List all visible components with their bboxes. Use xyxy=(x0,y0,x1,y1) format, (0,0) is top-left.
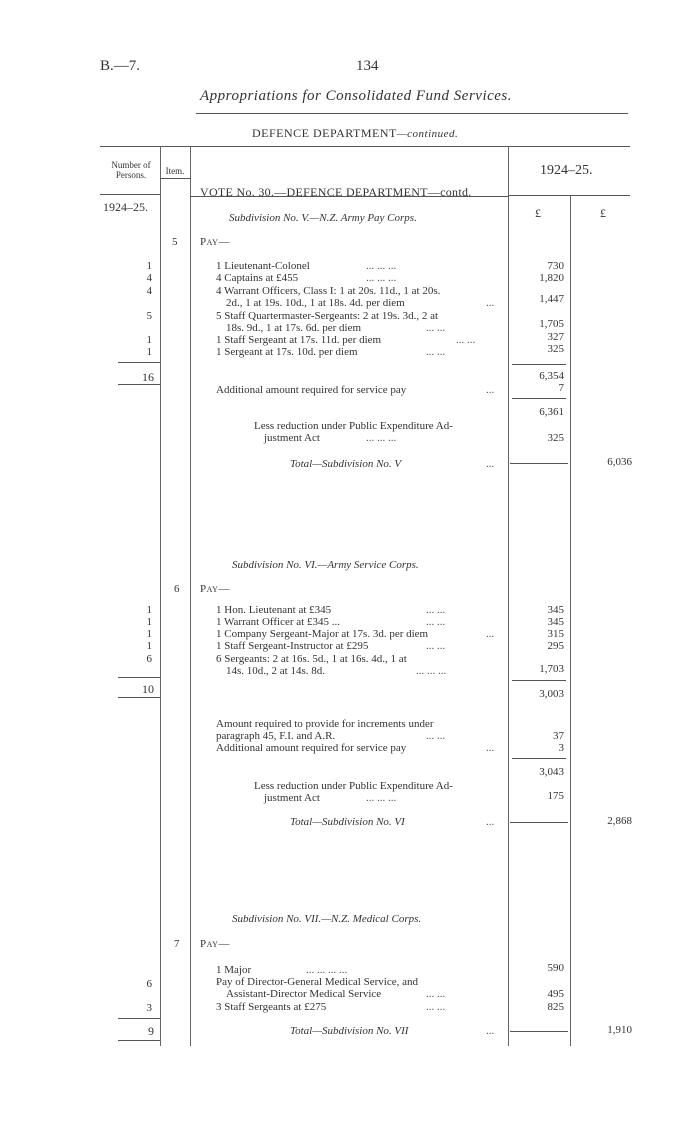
subdivision-7-total: 1,910 xyxy=(607,1024,632,1036)
persons-total-rule xyxy=(118,1018,160,1019)
subdivision-6-additional: Additional amount required for service pay xyxy=(216,742,407,754)
subdivision-5-title: Subdivision No. V.—N.Z. Army Pay Corps. xyxy=(229,212,417,224)
subdivision-5-less-line-2: justment Act xyxy=(264,432,320,444)
row-amount: 315 xyxy=(547,628,564,640)
row-description: 4 Captains at £455 xyxy=(216,272,299,284)
subdivision-6-subtotal-2: 3,043 xyxy=(539,766,564,778)
row-description: 6 Sergeants: 2 at 16s. 5d., 1 at 16s. 4d., 1 at xyxy=(216,653,407,665)
item-column-header: Item. xyxy=(165,166,185,176)
subtotal-rule xyxy=(512,364,566,365)
persons-total-rule xyxy=(118,362,160,363)
persons-value: 4 xyxy=(146,272,152,284)
row-leaders: ... ... xyxy=(426,346,446,358)
page-number: 134 xyxy=(356,58,379,74)
subdivision-6-item: 6 xyxy=(174,583,180,595)
subdivision-7-pay-label: Pay— xyxy=(200,938,230,950)
row-amount: 327 xyxy=(547,331,564,343)
amount-column-border xyxy=(508,146,509,1046)
row-leaders: ... ... xyxy=(426,616,446,628)
subdivision-6-subtotal: 3,003 xyxy=(539,688,564,700)
subdivision-6-pay-label: Pay— xyxy=(200,583,230,595)
item-header-rule xyxy=(160,178,190,179)
row-amount: 495 xyxy=(547,988,564,1000)
row-amount: 345 xyxy=(547,604,564,616)
subdivision-5-additional: Additional amount required for service pay xyxy=(216,384,407,396)
subdivision-5-total: 6,036 xyxy=(607,456,632,468)
row-description: 1 Lieutenant-Colonel xyxy=(216,260,310,272)
persons-year-header: 1924–25. xyxy=(103,200,148,214)
subdivision-5-pay-label: Pay— xyxy=(200,236,230,248)
row-leaders: ... ... xyxy=(426,730,446,742)
persons-value: 5 xyxy=(146,310,152,322)
persons-value: 3 xyxy=(146,1002,152,1014)
subdivision-5-subtotal: 6,354 xyxy=(539,370,564,382)
row-description: 3 Staff Sergeants at £275 xyxy=(216,1001,327,1013)
row-amount: 590 xyxy=(547,962,564,974)
page-title: Appropriations for Consolidated Fund Services. xyxy=(200,88,513,104)
persons-value: 1 xyxy=(146,346,152,358)
subdivision-6-increments-amount: 37 xyxy=(553,730,564,742)
subdivision-7-total-label: Total—Subdivision No. VII xyxy=(290,1025,409,1037)
row-leaders: ... ... ... xyxy=(366,432,397,444)
row-leaders: ... xyxy=(486,297,495,309)
subdivision-6-additional-amount: 3 xyxy=(558,742,564,754)
row-description: 1 Staff Sergeant-Instructor at £295 xyxy=(216,640,369,652)
row-description: 1 Warrant Officer at £345 ... xyxy=(216,616,340,628)
subdivision-5-subtotal-2: 6,361 xyxy=(539,406,564,418)
row-leaders: ... xyxy=(486,384,495,396)
subdivision-6-persons-total: 10 xyxy=(142,682,154,696)
persons-value: 1 xyxy=(146,334,152,346)
subdivision-6-increments-line-2: paragraph 45, F.I. and A.R. xyxy=(216,730,336,742)
subdivision-5-total-label: Total—Subdivision No. V xyxy=(290,458,402,470)
row-amount: 1,820 xyxy=(539,272,564,284)
row-leaders: ... ... ... ... xyxy=(306,964,348,976)
row-leaders: ... xyxy=(486,458,495,470)
persons-value: 6 xyxy=(146,653,152,665)
row-leaders: ... ... xyxy=(426,640,446,652)
row-leaders: ... xyxy=(486,816,495,828)
amount-inner-border xyxy=(570,195,571,1046)
row-description: 18s. 9d., 1 at 17s. 6d. per diem xyxy=(226,322,362,334)
subdivision-6-total: 2,868 xyxy=(607,815,632,827)
persons-value: 6 xyxy=(146,978,152,990)
subdivision-6-total-label: Total—Subdivision No. VI xyxy=(290,816,405,828)
item-column-border xyxy=(190,146,191,1046)
row-leaders: ... ... ... xyxy=(366,272,397,284)
persons-header-rule xyxy=(100,194,160,195)
total-leader-rule xyxy=(510,463,568,464)
persons-total-underline xyxy=(118,384,160,385)
persons-column-header: Number of Persons. xyxy=(111,160,151,180)
subdivision-5-less-line-1: Less reduction under Public Expenditure Ad- xyxy=(254,420,453,432)
subdivision-5-persons-total: 16 xyxy=(142,370,154,384)
row-amount: 1,447 xyxy=(539,293,564,305)
row-amount: 1,703 xyxy=(539,663,564,675)
row-leaders: ... ... ... xyxy=(366,260,397,272)
title-rule xyxy=(196,113,628,114)
document-code: B.—7. xyxy=(100,58,141,74)
persons-value: 1 xyxy=(146,640,152,652)
subdivision-7-title: Subdivision No. VII.—N.Z. Medical Corps. xyxy=(232,913,422,925)
row-amount: 825 xyxy=(547,1001,564,1013)
persons-column-border xyxy=(160,146,161,1046)
persons-value: 1 xyxy=(146,260,152,272)
row-description: 4 Warrant Officers, Class I: 1 at 20s. 11d., 1 at 20s. xyxy=(216,285,441,297)
persons-total-underline xyxy=(118,697,160,698)
row-leaders: ... ... xyxy=(456,334,476,346)
persons-total-underline xyxy=(118,1040,160,1041)
subdivision-6-increments-line-1: Amount required to provide for increments under xyxy=(216,718,434,730)
amount-header-rule xyxy=(508,195,630,196)
row-leaders: ... ... xyxy=(426,322,446,334)
row-amount: 295 xyxy=(547,640,564,652)
row-description: 1 Major xyxy=(216,964,252,976)
row-description: 1 Staff Sergeant at 17s. 11d. per diem xyxy=(216,334,382,346)
currency-symbol-subtotals: £ xyxy=(535,206,541,220)
persons-value: 1 xyxy=(146,616,152,628)
row-description: 5 Staff Quartermaster-Sergeants: 2 at 19s. 3d., 2 at xyxy=(216,310,439,322)
subtotal-rule xyxy=(512,758,566,759)
row-description: 2d., 1 at 19s. 10d., 1 at 18s. 4d. per diem xyxy=(226,297,405,309)
row-amount: 730 xyxy=(547,260,564,272)
subdivision-6-less-line-2: justment Act xyxy=(264,792,320,804)
row-description: 1 Sergeant at 17s. 10d. per diem xyxy=(216,346,358,358)
row-leaders: ... ... ... xyxy=(366,792,397,804)
row-description: 1 Hon. Lieutenant at £345 xyxy=(216,604,332,616)
persons-value: 1 xyxy=(146,604,152,616)
vote-heading: VOTE No. 30.—DEFENCE DEPARTMENT—contd. xyxy=(200,185,472,199)
row-description: Assistant-Director Medical Service xyxy=(226,988,382,1000)
row-amount: 345 xyxy=(547,616,564,628)
subdivision-7-item: 7 xyxy=(174,938,180,950)
persons-value: 4 xyxy=(146,285,152,297)
row-leaders: ... ... xyxy=(426,604,446,616)
row-description: 14s. 10d., 2 at 14s. 8d. xyxy=(226,665,325,677)
row-leaders: ... ... xyxy=(426,988,446,1000)
department-heading: DEFENCE DEPARTMENT—continued. xyxy=(252,126,459,140)
subtotal-rule xyxy=(512,398,566,399)
amount-year-header: 1924–25. xyxy=(540,163,593,178)
total-leader-rule xyxy=(510,1031,568,1032)
currency-symbol-totals: £ xyxy=(600,206,606,220)
row-amount: 1,705 xyxy=(539,318,564,330)
subdivision-5-less-amount: 325 xyxy=(547,432,564,444)
total-leader-rule xyxy=(510,822,568,823)
subdivision-6-title: Subdivision No. VI.—Army Service Corps. xyxy=(232,559,419,571)
row-description: 1 Company Sergeant-Major at 17s. 3d. per diem xyxy=(216,628,429,640)
row-leaders: ... xyxy=(486,742,495,754)
row-amount: 325 xyxy=(547,343,564,355)
subdivision-6-less-line-1: Less reduction under Public Expenditure Ad- xyxy=(254,780,453,792)
subdivision-5-item: 5 xyxy=(172,236,178,248)
row-leaders: ... ... ... xyxy=(416,665,447,677)
subdivision-6-less-amount: 175 xyxy=(547,790,564,802)
subdivision-7-persons-total: 9 xyxy=(148,1024,154,1038)
row-description: Pay of Director-General Medical Service, and xyxy=(216,976,418,988)
row-leaders: ... xyxy=(486,1025,495,1037)
table-top-rule xyxy=(100,146,630,147)
subtotal-rule xyxy=(512,680,566,681)
row-leaders: ... xyxy=(486,628,495,640)
persons-total-rule xyxy=(118,677,160,678)
row-leaders: ... ... xyxy=(426,1001,446,1013)
persons-value: 1 xyxy=(146,628,152,640)
subdivision-5-additional-amount: 7 xyxy=(558,382,564,394)
